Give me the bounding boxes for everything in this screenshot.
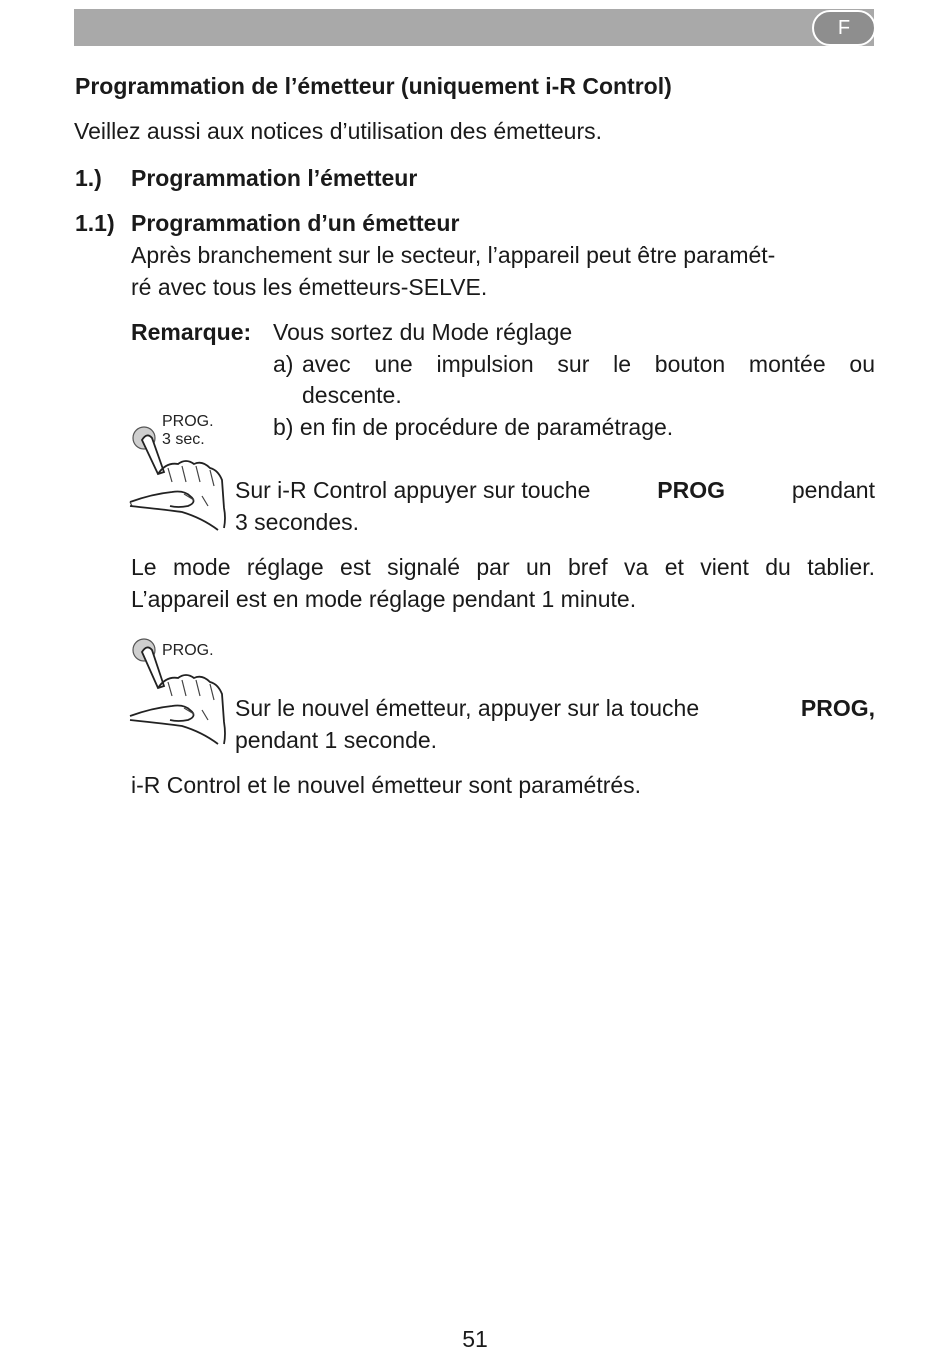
step1-number: 1.): [75, 165, 102, 191]
hand1-text-line2: 3 secondes.: [235, 509, 360, 535]
hand-press-icon: [128, 410, 238, 535]
mode-info-line2: L’appareil est en mode réglage pendant 1 minute.: [131, 586, 637, 612]
hand2-text-line1: [235, 692, 875, 724]
hand1-text-bold: PROG: [657, 477, 725, 503]
step1-1-number: 1.1): [75, 210, 115, 236]
remark-item-a-line1: avec une impulsion sur le bouton montée ou: [302, 351, 875, 377]
hand2-text-pre: Sur le nouvel émetteur, appuyer sur la touche: [235, 695, 700, 721]
hand2-text-bold: PROG,: [800, 695, 875, 721]
intro-text: Veillez aussi aux notices d’utilisation des émetteurs.: [74, 118, 603, 144]
remark-item-a-line2: descente.: [302, 382, 402, 408]
section-title: Programmation de l’émetteur (uniquement i-R Control): [75, 73, 672, 99]
step1-title: Programmation l’émetteur: [131, 165, 418, 191]
hand1-text-post: pendant: [791, 477, 875, 503]
hand2-drawing: [128, 638, 238, 750]
page-number: 51: [462, 1326, 488, 1352]
hand2-caption: PROG.: [162, 642, 214, 659]
step1-1-title: Programmation d’un émetteur: [131, 210, 460, 236]
hand1-drawing: [128, 410, 238, 535]
hand1-text-line1: [235, 474, 875, 506]
remark-text: Vous sortez du Mode réglage: [273, 319, 573, 345]
remark-item-b: b) en fin de procédure de paramétrage.: [273, 414, 674, 440]
step1-1-text-line1: [131, 239, 875, 271]
step1-1-text-line1-content: Après branchement sur le secteur, l’appareil peut être paramét-: [131, 242, 776, 268]
hand2-text-line2: pendant 1 seconde.: [235, 727, 438, 753]
step1-1-text-line2: ré avec tous les émetteurs-SELVE.: [131, 274, 488, 300]
hand1-caption-line1: PROG.: [162, 413, 214, 430]
remark-item-a-marker: a): [273, 351, 294, 377]
hand1-text-pre: Sur i-R Control appuyer sur touche: [235, 477, 591, 503]
remark-label: Remarque:: [131, 319, 252, 345]
hand-press-icon-2: [128, 638, 238, 750]
language-badge: F: [812, 10, 876, 46]
hand1-caption-line2: 3 sec.: [162, 431, 205, 448]
conclusion-text: i-R Control et le nouvel émetteur sont paramétrés.: [131, 772, 642, 798]
header-bar: [74, 9, 874, 46]
mode-info-line1: Le mode réglage est signalé par un bref va et vient du tablier.: [131, 554, 875, 580]
